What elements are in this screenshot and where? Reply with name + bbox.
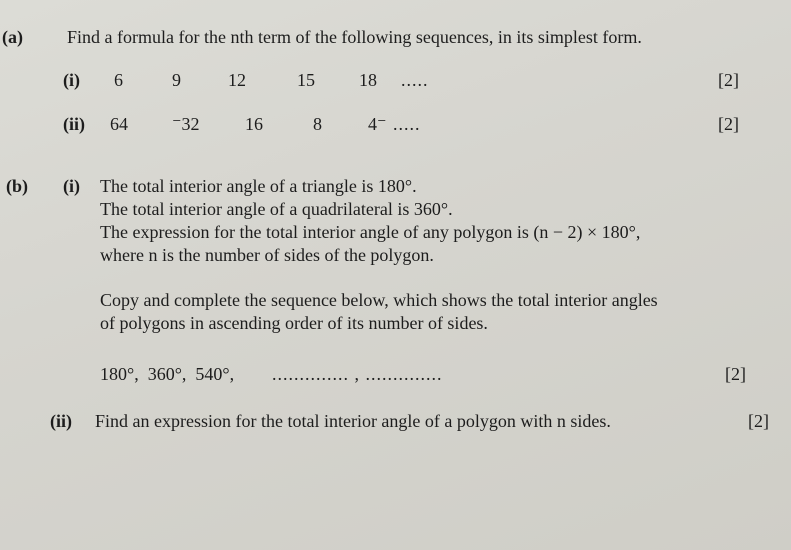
marks-b-i: [2] xyxy=(725,364,746,384)
question-b-ii: Find an expression for the total interior angle of a polygon with n sides. xyxy=(95,411,611,431)
marks-a-ii: [2] xyxy=(718,114,739,134)
part-b-i-label: (i) xyxy=(63,176,80,196)
part-a-ii-label: (ii) xyxy=(63,114,85,134)
sequence-ii-term: 64 xyxy=(110,114,128,134)
sequence-i-term: 15 xyxy=(297,70,315,90)
sequence-i-term: 6 xyxy=(114,70,123,90)
part-a-question: Find a formula for the nth term of the following sequences, in its simplest form. xyxy=(67,27,642,47)
sequence-i-term: 18 xyxy=(359,70,377,90)
sequence-i-ellipsis: ..... xyxy=(401,70,429,90)
instruction-line: Copy and complete the sequence below, which shows the total interior angles xyxy=(100,290,658,310)
sequence-ii-term: 4⁻ xyxy=(368,114,387,134)
part-b-label: (b) xyxy=(6,176,28,196)
statement-line: The total interior angle of a triangle is 180°. xyxy=(100,176,417,196)
statement-line: where n is the number of sides of the polygon. xyxy=(100,245,434,265)
sequence-ii-term: ⁻32 xyxy=(172,114,200,134)
instruction-line: of polygons in ascending order of its number of sides. xyxy=(100,313,488,333)
part-a-i-label: (i) xyxy=(63,70,80,90)
marks-a-i: [2] xyxy=(718,70,739,90)
sequence-ii-term: 8 xyxy=(313,114,322,134)
part-b-ii-label: (ii) xyxy=(50,411,72,431)
part-a-label: (a) xyxy=(2,27,23,47)
sequence-i-term: 12 xyxy=(228,70,246,90)
sequence-i-term: 9 xyxy=(172,70,181,90)
angle-sequence: 180°, 360°, 540°, xyxy=(100,364,235,384)
answer-blanks: .............. , .............. xyxy=(272,364,443,384)
marks-b-ii: [2] xyxy=(748,411,769,431)
statement-line: The expression for the total interior angle of any polygon is (n − 2) × 180°, xyxy=(100,222,641,242)
sequence-ii-term: 16 xyxy=(245,114,263,134)
sequence-ii-ellipsis: ..... xyxy=(393,114,421,134)
statement-line: The total interior angle of a quadrilateral is 360°. xyxy=(100,199,453,219)
